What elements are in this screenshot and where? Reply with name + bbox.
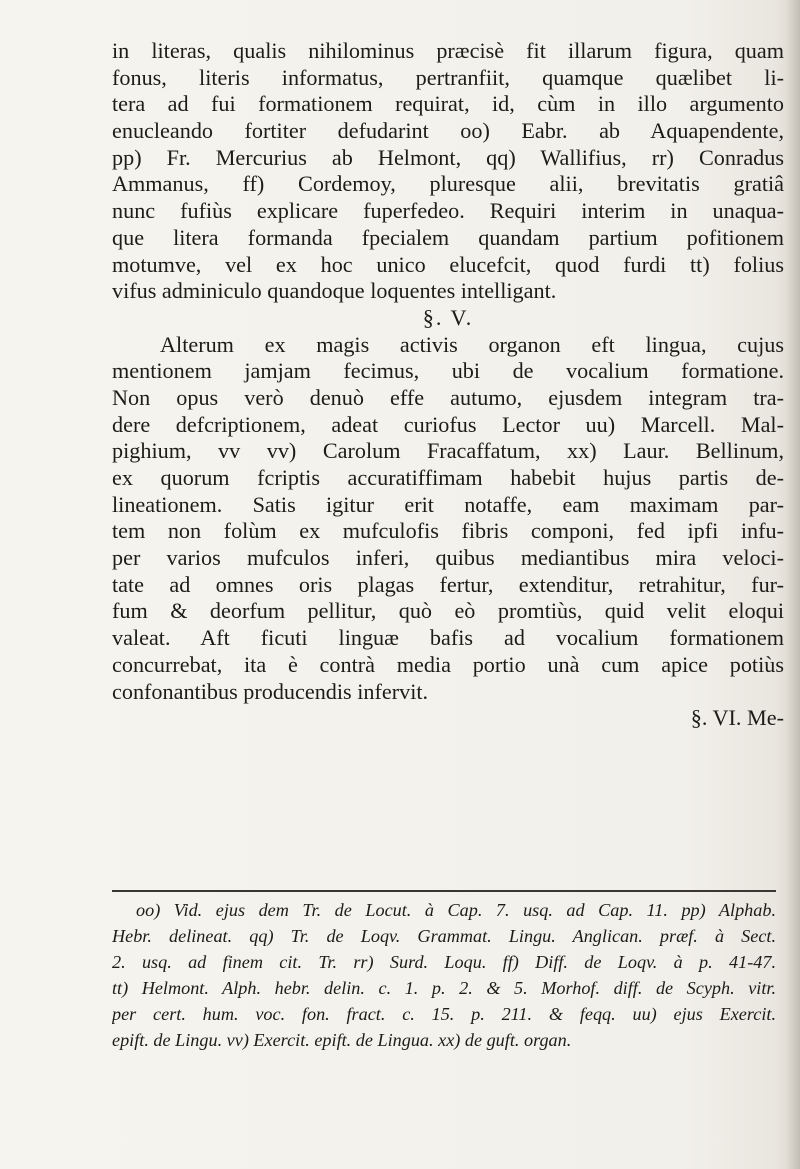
text-line: enucleando fortiter defudarint oo) Eabr. ab Aquapendente, — [112, 118, 784, 144]
text-line: confonantibus producendis infervit. — [112, 678, 429, 704]
text-line: tera ad fui formationem requirat, id, cùm in illo argumento — [112, 91, 784, 117]
text-line: fonus, literis informatus, pertranfiit, quamque quælibet li- — [112, 64, 784, 90]
footnotes — [112, 897, 776, 1053]
text-line: pp) Fr. Mercurius ab Helmont, qq) Wallifius, rr) Conradus — [112, 144, 784, 170]
paragraph-first-line: Alterum ex magis activis organon eft lingua, cujus — [160, 331, 784, 357]
text-line: nunc fufiùs explicare fuperfedeo. Requiri interim in unaqua- — [112, 198, 784, 224]
text-line: valeat. Aft ficuti linguæ bafis ad vocalium formationem — [112, 625, 784, 651]
text-line: in literas, qualis nihilominus præcisè fit illarum figura, quam — [112, 38, 784, 63]
text-line: per varios mufculos inferi, quibus mediantibus mira veloci- — [112, 545, 784, 571]
footnote-line: oo) Vid. ejus dem Tr. de Locut. à Cap. 7. usq. ad Cap. 11. pp) Alphab. — [136, 900, 776, 920]
text-line: Non opus verò denuò effe autumo, ejusdem integram tra- — [112, 384, 784, 410]
text-line: lineationem. Satis igitur erit notaffe, eam maximam par- — [112, 491, 784, 517]
text-line: fum & deorfum pellitur, quò eò promtiùs, quid velit eloqui — [112, 598, 784, 624]
page-edge-shadow — [786, 0, 800, 1169]
text-line: motumve, vel ex hoc unico elucefcit, quod furdi tt) folius — [112, 251, 784, 277]
text-line: concurrebat, ita è contrà media portio unà cum apice potiùs — [112, 651, 784, 677]
text-line: tate ad omnes oris plagas fertur, extenditur, retrahitur, fur- — [112, 571, 784, 597]
footnote-line: epift. de Lingu. vv) Exercit. epift. de Lingua. xx) de guft. organ. — [112, 1030, 572, 1050]
catchword: §. VI. Me- — [690, 705, 784, 731]
footnote-line: per cert. hum. voc. fon. fract. c. 15. p. 211. & feqq. uu) ejus Exercit. — [112, 1004, 776, 1024]
text-line: ex quorum fcriptis accuratiffimam habebit hujus partis de- — [112, 465, 784, 490]
text-line: pighium, vv vv) Carolum Fracaffatum, xx) Laur. Bellinum, — [112, 438, 784, 464]
footnote-line: Hebr. delineat. qq) Tr. de Loqv. Grammat. Lingu. Anglican. præf. à Sect. — [112, 926, 776, 946]
main-text — [112, 38, 784, 732]
text-line: Ammanus, ff) Cordemoy, pluresque alii, brevitatis gratiâ — [112, 171, 784, 197]
text-line: mentionem jamjam fecimus, ubi de vocalium formatione. — [112, 358, 784, 384]
footnote-line: tt) Helmont. Alph. hebr. delin. c. 1. p. 2. & 5. Morhof. diff. de Scyph. vitr. — [112, 978, 776, 998]
footnote-rule — [112, 890, 776, 892]
text-line: dere defcriptionem, adeat curiofus Lector uu) Marcell. Mal- — [112, 411, 784, 437]
footnote-line: 2. usq. ad finem cit. Tr. rr) Surd. Loqu. ff) Diff. de Loqv. à p. 41-47. — [112, 952, 776, 972]
section-heading: §. V. — [422, 304, 474, 330]
text-line: que litera formanda fpecialem quandam partium pofitionem — [112, 224, 784, 250]
text-line: vifus adminiculo quandoque loquentes intelligant. — [112, 278, 557, 304]
text-line: tem non folùm ex mufculofis fibris componi, fed ipfi infu- — [112, 518, 784, 544]
